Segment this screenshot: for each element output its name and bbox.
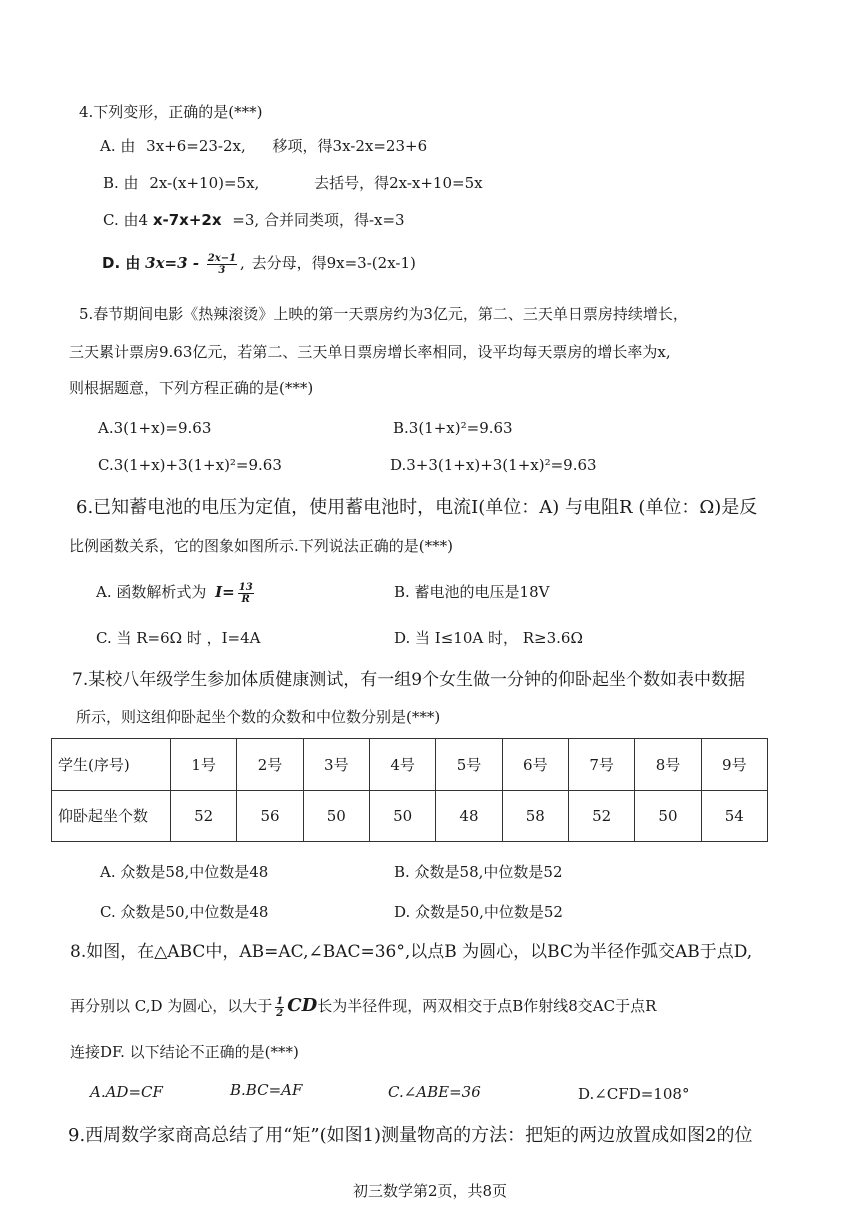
- q6-option-d: D. 当 I≤10A 时， R≥3.6Ω: [394, 629, 583, 647]
- page-footer: 初三数学第2页，共8页: [352, 1182, 508, 1200]
- q6-a-text: A. 函数解析式为: [96, 583, 207, 601]
- table-cell: 3号: [303, 739, 369, 791]
- q5-line-3: 则根据题意，下列方程正确的是(***): [69, 379, 314, 397]
- q4-b-eq: 2x-(x+10)=5x,: [149, 174, 260, 192]
- q4-d-denominator: 3: [218, 264, 226, 276]
- table-header-students: 学生(序号): [52, 739, 171, 791]
- q7-option-c: C. 众数是50,中位数是48: [100, 903, 269, 921]
- q5-option-a: A.3(1+x)=9.63: [98, 419, 212, 437]
- table-cell: 5号: [436, 739, 502, 791]
- q8-line-2-pre: 再分别以 C,D 为圆心，以大于: [70, 997, 273, 1015]
- q6-a-numerator: 13: [238, 581, 253, 593]
- q6-a-fraction: [238, 582, 254, 605]
- table-cell: 4号: [369, 739, 435, 791]
- q8-option-a: A.AD=CF: [90, 1083, 163, 1101]
- table-row-students: [52, 739, 768, 791]
- table-cell: 2号: [237, 739, 303, 791]
- q8-option-b: B.BC=AF: [230, 1081, 303, 1099]
- table-cell: 50: [369, 790, 435, 842]
- q4-a-step: 移项，得3x-2x=23+6: [272, 137, 428, 155]
- table-cell: 54: [701, 790, 767, 842]
- table-cell: 9号: [701, 739, 767, 791]
- q4-b-step: 去括号，得2x-x+10=5x: [314, 174, 483, 192]
- q7-line-1: 7.某校八年级学生参加体质健康测试，有一组9个女生做一分钟的仰卧起坐个数如表中数据: [72, 670, 746, 690]
- q4-c-rest: =3, 合并同类项，得-x=3: [232, 211, 405, 229]
- table-cell: 52: [568, 790, 634, 842]
- table-row-counts: [52, 790, 768, 842]
- q6-line-1: 6.已知蓄电池的电压为定值，使用蓄电池时，电流I(单位：A) 与电阻R (单位：Ω)是反: [76, 497, 758, 518]
- q4-option-d: D. 由 3x=3 - $\frac{2x-1}{3}$ , 去分母，得9x=3-(2x-1): [102, 252, 416, 276]
- q8-option-c: C.∠ABE=36: [388, 1083, 481, 1101]
- table-cell: 56: [237, 790, 303, 842]
- table-header-counts: 仰卧起坐个数: [52, 790, 171, 842]
- q6-a-lhs: I=: [215, 583, 235, 601]
- q8-line-3: 连接DF. 以下结论不正确的是(***): [70, 1043, 299, 1061]
- q4-a-label: A. 由: [100, 137, 136, 155]
- table-cell: 8号: [635, 739, 701, 791]
- q6-option-b: B. 蓄电池的电压是18V: [394, 583, 550, 601]
- q5-line-1: 5.春节期间电影《热辣滚烫》上映的第一天票房约为3亿元，第二、三天单日票房持续增长，: [79, 305, 688, 323]
- q8-line-2-post: 长为半径件现，两双相交于点B作射线8交AC于点R: [317, 997, 657, 1015]
- table-cell: 7号: [568, 739, 634, 791]
- q4-d-step: 去分母，得9x=3-(2x-1): [251, 254, 416, 272]
- q9-line-1: 9.西周数学家商高总结了用“矩”(如图1)测量物高的方法：把矩的两边放置成如图2的位: [68, 1125, 753, 1146]
- q5-option-b: B.3(1+x)²=9.63: [393, 419, 513, 437]
- q4-c-label: C. 由4: [103, 211, 149, 229]
- q4-b-label: B. 由: [103, 174, 139, 192]
- q6-line-2: 比例函数关系，它的图象如图所示.下列说法正确的是(***): [69, 537, 453, 555]
- q4-c-eq: x-7x+2x: [152, 211, 222, 229]
- q5-option-c: C.3(1+x)+3(1+x)²=9.63: [98, 456, 282, 474]
- table-cell: 50: [303, 790, 369, 842]
- q4-a-eq: 3x+6=23-2x,: [146, 137, 246, 155]
- table-cell: 50: [635, 790, 701, 842]
- q5-option-d: D.3+3(1+x)+3(1+x)²=9.63: [390, 456, 597, 474]
- q8-line-2: [70, 992, 656, 1020]
- q4-d-fraction: [207, 253, 237, 276]
- table-cell: 6号: [502, 739, 568, 791]
- q4-option-b: [103, 173, 483, 193]
- table-cell: 48: [436, 790, 502, 842]
- table-cell: 58: [502, 790, 568, 842]
- q6-a-denominator: R: [241, 593, 250, 605]
- q4-d-numerator: 2x−1: [207, 252, 237, 264]
- q8-numerator: 1: [276, 995, 284, 1007]
- q4-option-c: [103, 210, 405, 230]
- q4-d-label: D. 由: [102, 254, 141, 272]
- q6-option-c: C. 当 R=6Ω 时 ，I=4A: [96, 629, 261, 647]
- q7-option-d: D. 众数是50,中位数是52: [394, 903, 563, 921]
- table-cell: 1号: [171, 739, 237, 791]
- q4-option-a: [100, 136, 427, 156]
- q8-cd: CD: [287, 995, 318, 1016]
- q4-d-eq-left: 3x=3 -: [145, 254, 199, 272]
- q8-denominator: 2: [276, 1007, 284, 1019]
- q8-line-1: 8.如图，在△ABC中，AB=AC,∠BAC=36°,以点B 为圆心，以BC为半径作弧交AB于点D,: [70, 942, 753, 962]
- q7-option-a: A. 众数是58,中位数是48: [100, 863, 269, 881]
- q8-option-d: D.∠CFD=108°: [578, 1085, 690, 1103]
- q5-line-2: 三天累计票房9.63亿元，若第二、三天单日票房增长率相同，设平均每天票房的增长率为x,: [69, 343, 671, 361]
- q7-option-b: B. 众数是58,中位数是52: [394, 863, 563, 881]
- table-cell: 52: [171, 790, 237, 842]
- q7-line-2: 所示，则这组仰卧起坐个数的众数和中位数分别是(***): [76, 708, 441, 726]
- q8-fraction: [275, 996, 284, 1019]
- scores-table: [51, 738, 768, 842]
- q6-option-a: [96, 578, 257, 606]
- q4-stem: 4.下列变形，正确的是(***): [79, 103, 263, 121]
